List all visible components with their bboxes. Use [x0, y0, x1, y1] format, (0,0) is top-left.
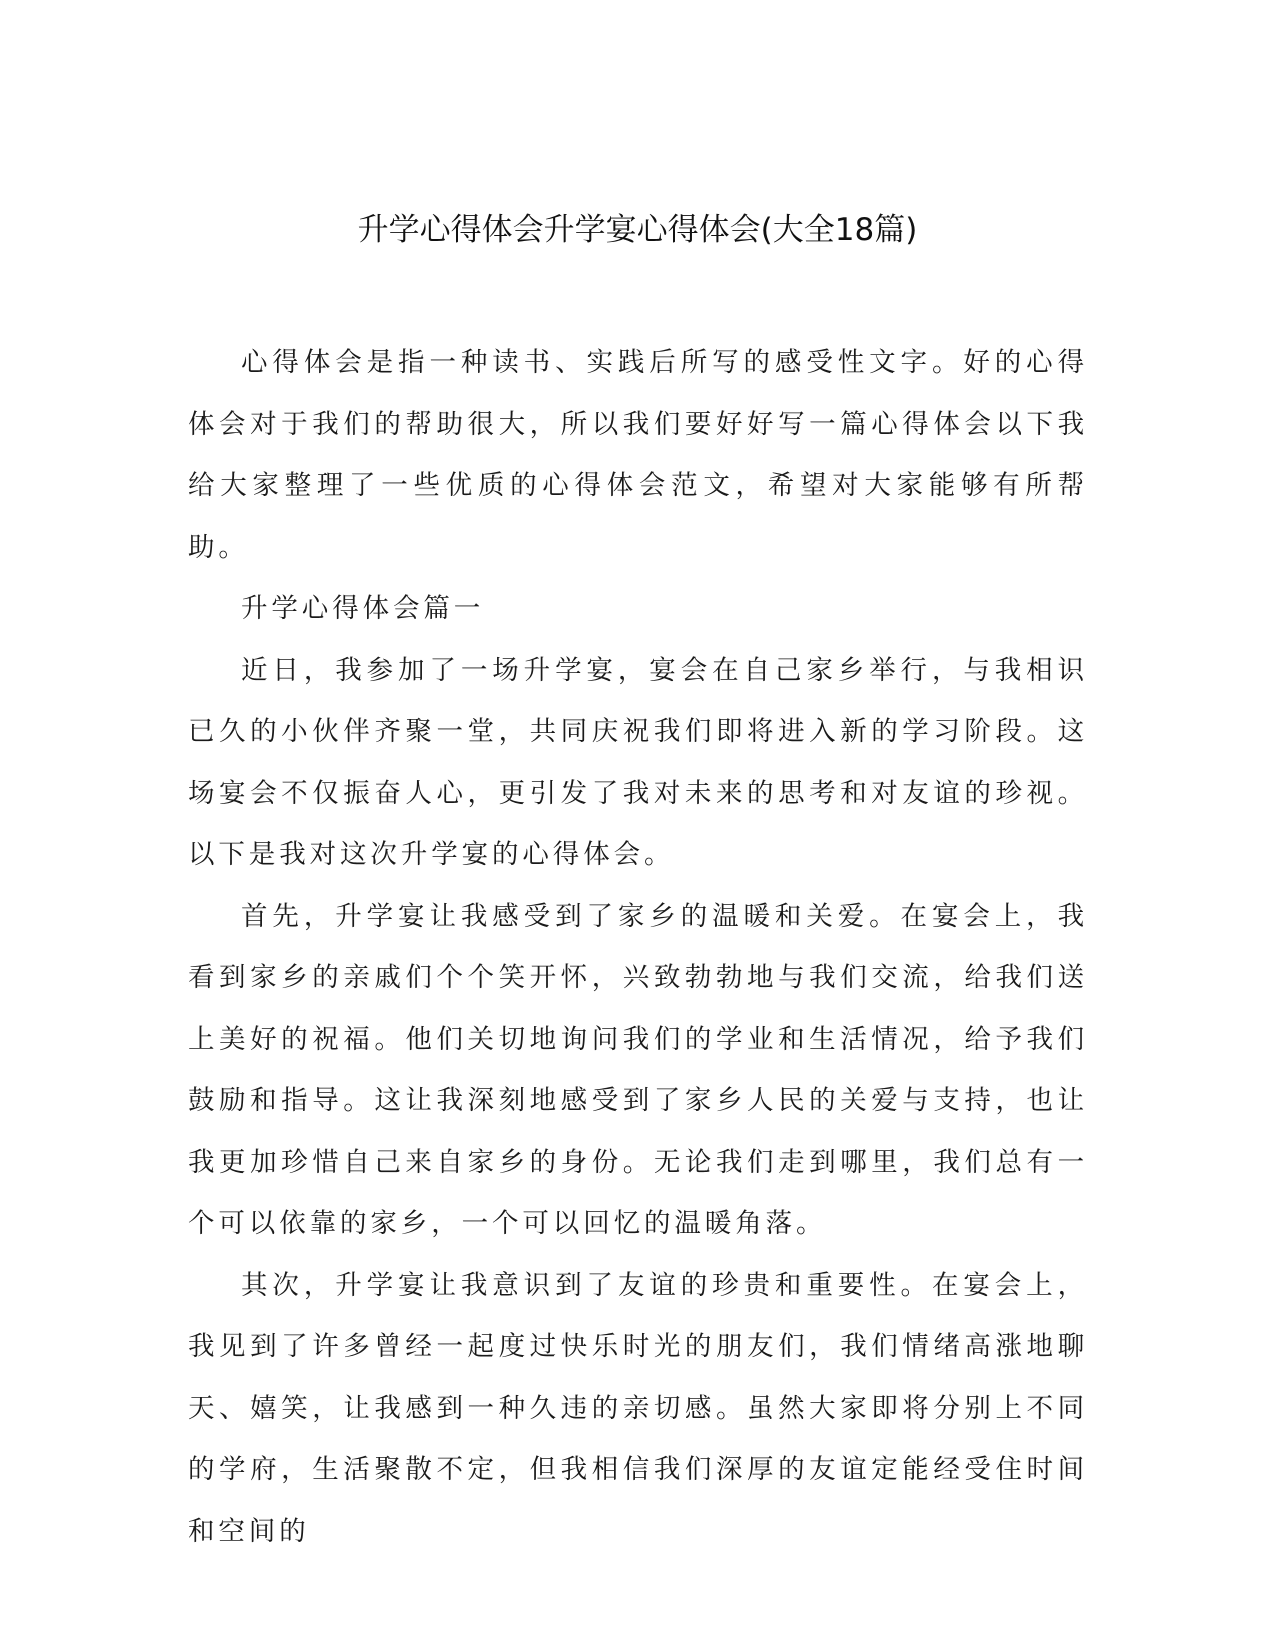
body-paragraph: 其次，升学宴让我意识到了友谊的珍贵和重要性。在宴会上，我见到了许多曾经一起度过快乐时光的朋友们，我们情绪高涨地聊天、嬉笑，让我感到一种久违的亲切感。虽然大家即将分别上不同的学府，生活聚散不定，但我相信我们深厚的友谊定能经受住时间和空间的: [188, 1269, 1088, 1547]
document-title: 升学心得体会升学宴心得体会(大全18篇): [357, 212, 918, 248]
document-body: [188, 332, 1088, 1562]
body-paragraph: 首先，升学宴让我感受到了家乡的温暖和关爱。在宴会上，我看到家乡的亲戚们个个笑开怀，兴致勃勃地与我们交流，给我们送上美好的祝福。他们关切地询问我们的学业和生活情况，给予我们鼓励和指导。这让我深刻地感受到了家乡人民的关爱与支持，也让我更加珍惜自己来自家乡的身份。无论我们走到哪里，我们总有一个可以依靠的家乡，一个可以回忆的温暖角落。: [188, 900, 1088, 1239]
section-heading: 升学心得体会篇一: [241, 593, 485, 624]
body-paragraph: 近日，我参加了一场升学宴，宴会在自己家乡举行，与我相识已久的小伙伴齐聚一堂，共同庆祝我们即将进入新的学习阶段。这场宴会不仅振奋人心，更引发了我对未来的思考和对友谊的珍视。以下是我对这次升学宴的心得体会。: [188, 654, 1088, 870]
intro-paragraph: 心得体会是指一种读书、实践后所写的感受性文字。好的心得体会对于我们的帮助很大，所以我们要好好写一篇心得体会以下我给大家整理了一些优质的心得体会范文，希望对大家能够有所帮助。: [188, 347, 1088, 563]
